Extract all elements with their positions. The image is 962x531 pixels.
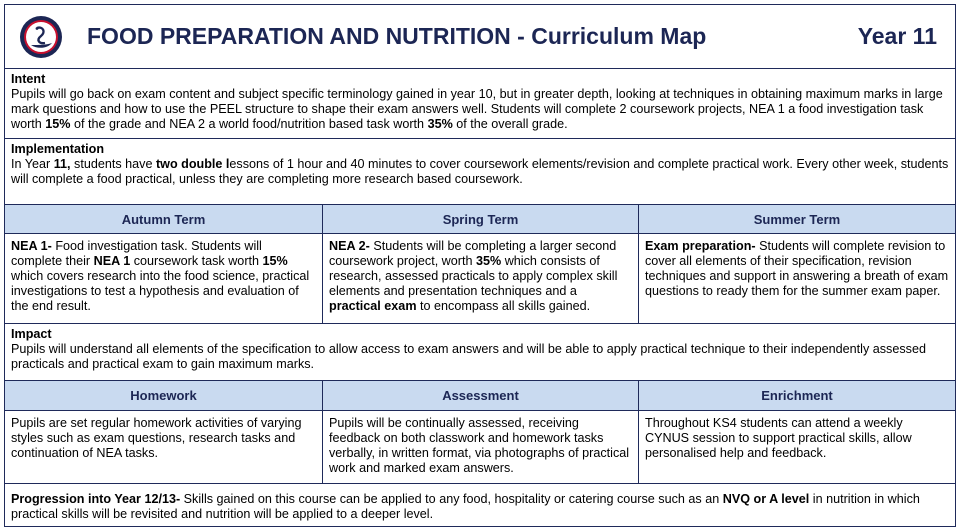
autumn-term-header: Autumn Term	[5, 205, 323, 233]
enrichment-header: Enrichment	[761, 388, 833, 403]
impact-heading: Impact	[11, 327, 52, 341]
enrichment-content: Throughout KS4 students can attend a weekly CYNUS session to support practical skills, allow personalised help and feedback.	[645, 416, 912, 460]
extras-header-row	[5, 381, 955, 411]
homework-header: Homework	[5, 381, 323, 410]
terms-header-row	[5, 205, 955, 234]
extras-content-row	[5, 411, 955, 484]
implementation-section	[5, 139, 955, 205]
page-title: FOOD PREPARATION AND NUTRITION - Curriculum Map	[87, 23, 707, 49]
intent-text: Pupils will go back on exam content and subject specific terminology gained in year 10, but in greater depth, looking at techniques in obtaining maximum marks in large mark questions and how to use the PEEL structure to shape their exam answers well. Students will complete 2 coursework projects, NEA 1 a food investigation task worth 15% of the grade and NEA 2 a world food/nutrition based task worth 35% of the overall grade.	[11, 87, 943, 131]
autumn-term-content: NEA 1- Food investigation task. Students will complete their NEA 1 coursework task worth 15% which covers research into the food science, practical investigations to test a hypothesis and evaluation of the end result.	[5, 234, 323, 323]
progression-section	[5, 484, 955, 526]
intent-section	[5, 69, 955, 139]
swan-logo-icon	[19, 15, 63, 59]
spring-term-header: Spring Term	[323, 205, 639, 233]
year-label: Year 11	[857, 23, 937, 49]
implementation-text: In Year 11, students have two double lessons of 1 hour and 40 minutes to cover coursework elements/revision and complete practical work. Every other week, students will complete a food practical, unless they are completing more research based coursework.	[11, 157, 949, 186]
assessment-content: Pupils will be continually assessed, receiving feedback on both classwork and homework tasks verbally, in written format, via photographs of practical work and marked exam answers.	[323, 411, 639, 483]
impact-section	[5, 324, 955, 381]
summer-term-content: Exam preparation- Students will complete revision to cover all elements of their specification, revision techniques and support in answering a breath of exam questions to ready them for the summer exam paper.	[645, 239, 949, 298]
spring-term-content: NEA 2- Students will be completing a larger second coursework project, worth 35% which consists of research, assessed practicals to apply complex skill elements and presentation techniques and a practical exam to encompass all skills gained.	[323, 234, 639, 323]
page-header	[5, 5, 955, 69]
intent-heading: Intent	[11, 72, 46, 86]
terms-content-row	[5, 234, 955, 324]
summer-term-header: Summer Term	[753, 211, 841, 227]
progression-text: Progression into Year 12/13- Skills gained on this course can be applied to any food, hospitality or catering course such as an NVQ or A level in nutrition in which practical skills will be revisited and nutrition will be applied to a deeper level.	[11, 492, 920, 521]
implementation-heading: Implementation	[11, 142, 105, 156]
curriculum-map	[4, 4, 956, 527]
homework-content: Pupils are set regular homework activities of varying styles such as exam questions, research tasks and continuation of NEA tasks.	[5, 411, 323, 483]
assessment-header: Assessment	[323, 381, 639, 410]
impact-text: Pupils will understand all elements of the specification to allow access to exam answers and will be able to apply practical technique to their independently assessed practicals and practical exam to gain maximum marks.	[11, 342, 926, 371]
